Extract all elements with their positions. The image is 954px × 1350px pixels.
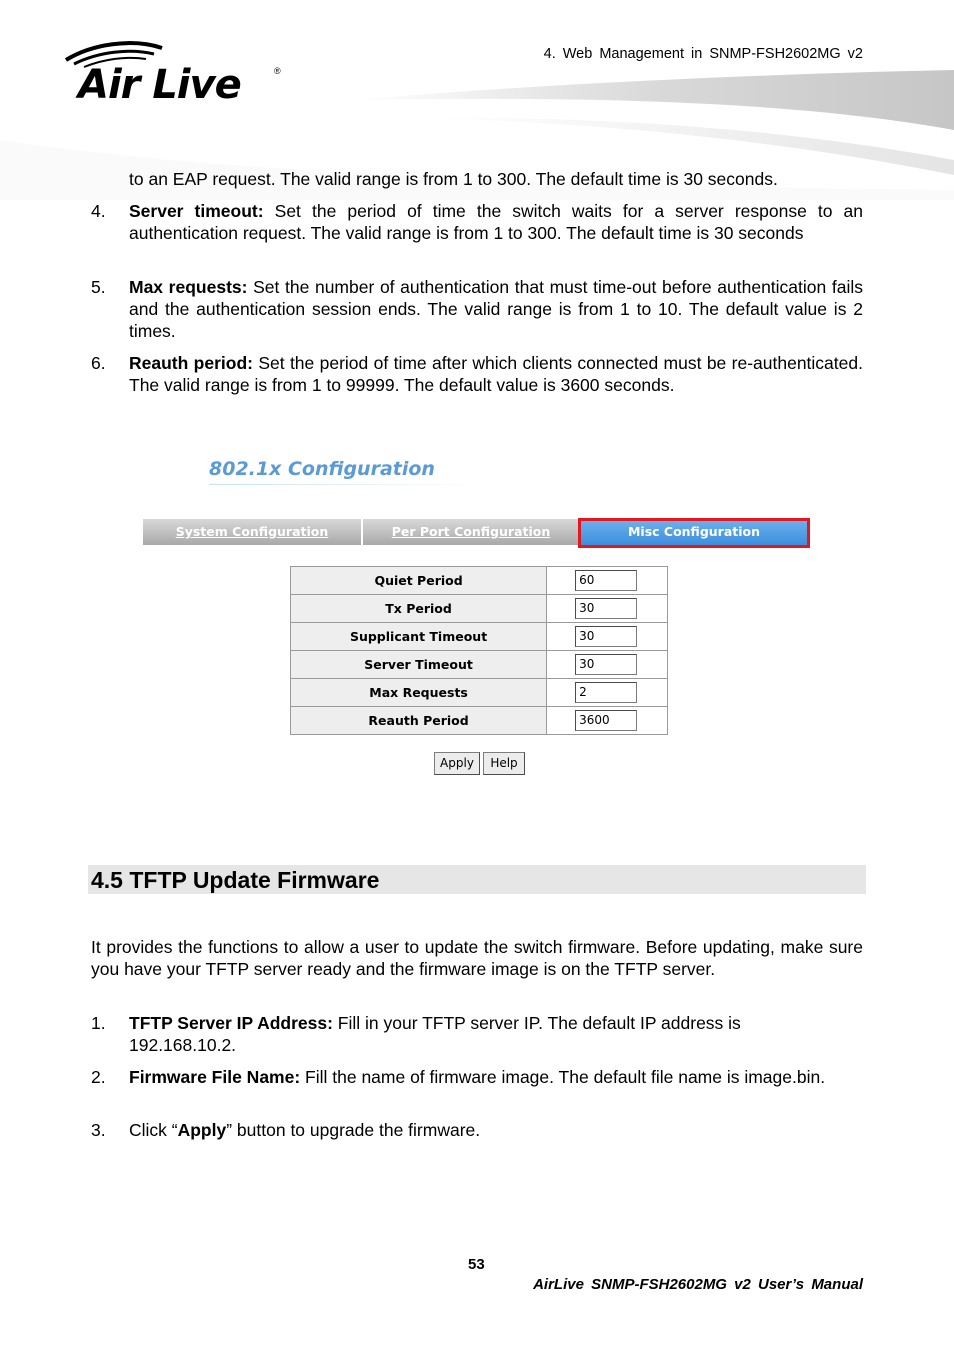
quiet-period-input[interactable]: 60	[575, 570, 637, 591]
section-title: 4.5 TFTP Update Firmware	[91, 867, 380, 893]
list-item-text: Set the number of authentication that must time-out before authentication fails and the authentication session ends. The valid range is from 1 to 10. The default value is 2 times.	[129, 277, 863, 341]
server-timeout-input[interactable]: 30	[575, 654, 637, 675]
help-button[interactable]: Help	[483, 752, 525, 775]
table-row	[291, 651, 668, 679]
list-item-term: Max requests:	[129, 277, 248, 297]
config-page-title: 802.1x Configuration	[209, 458, 435, 480]
page-number: 53	[468, 1256, 485, 1273]
list-item	[129, 1012, 829, 1056]
list-number: 3.	[91, 1120, 106, 1140]
field-label: Server Timeout	[291, 651, 547, 679]
chapter-header: 4. Web Management in SNMP-FSH2602MG v2	[543, 46, 863, 62]
tab-highlight-box	[578, 518, 810, 548]
list-item-text: Fill in your TFTP server IP. The default IP address is 192.168.10.2.	[129, 1013, 741, 1055]
field-label: Supplicant Timeout	[291, 623, 547, 651]
section-intro: It provides the functions to allow a user to update the switch firmware. Before updating, make sure you have your TFTP server ready and the firmware image is on the TFTP server.	[91, 937, 863, 979]
list-item-term: Server timeout:	[129, 201, 264, 221]
title-underline	[209, 484, 479, 485]
list-item-text: Fill the name of firmware image. The default file name is image.bin.	[300, 1067, 826, 1087]
logo-wordmark: Air Live	[78, 62, 241, 108]
tab-per-port-configuration[interactable]: Per Port Configuration	[363, 519, 579, 545]
list-number: 1.	[91, 1013, 106, 1033]
reauth-period-input[interactable]: 3600	[575, 710, 637, 731]
apply-button[interactable]: Apply	[434, 752, 480, 775]
misc-config-table	[290, 566, 668, 735]
airlive-logo	[62, 40, 292, 110]
field-label: Quiet Period	[291, 567, 547, 595]
list-item	[129, 200, 863, 244]
list-number: 2.	[91, 1067, 106, 1087]
list-item-term: Firmware File Name:	[129, 1067, 301, 1087]
table-row	[291, 679, 668, 707]
list-item	[129, 352, 863, 396]
tab-system-configuration[interactable]: System Configuration	[143, 519, 361, 545]
list-item-term: Apply	[177, 1120, 227, 1140]
list-item	[129, 1119, 863, 1141]
list-number: 6.	[91, 353, 106, 373]
table-row	[291, 707, 668, 735]
list-item	[129, 1066, 829, 1088]
list-item	[129, 276, 863, 342]
supplicant-timeout-input[interactable]: 30	[575, 626, 637, 647]
list-item-text: ” button to upgrade the firmware.	[226, 1120, 481, 1140]
list-item-text: Set the period of time after which clients connected must be re-authenticated. The valid range is from 1 to 99999. The default value is 3600 seconds.	[129, 353, 863, 395]
field-label: Max Requests	[291, 679, 547, 707]
field-label: Reauth Period	[291, 707, 547, 735]
field-label: Tx Period	[291, 595, 547, 623]
list-number: 4.	[91, 201, 106, 221]
table-row	[291, 595, 668, 623]
list-item-term: TFTP Server IP Address:	[129, 1013, 333, 1033]
table-row	[291, 623, 668, 651]
table-row	[291, 567, 668, 595]
tab-misc-configuration[interactable]: Misc Configuration	[581, 519, 807, 545]
list-number: 5.	[91, 277, 106, 297]
registered-mark: ®	[274, 66, 281, 76]
max-requests-input[interactable]: 2	[575, 682, 637, 703]
list-item-text: Set the period of time the switch waits for a server response to an authentication request. The valid range is from 1 to 300. The default time is 30 seconds	[129, 201, 863, 243]
tx-period-input[interactable]: 30	[575, 598, 637, 619]
intro-continuation: to an EAP request. The valid range is from 1 to 300. The default time is 30 seconds.	[129, 169, 778, 189]
footer-manual-title: AirLive SNMP-FSH2602MG v2 User’s Manual	[533, 1276, 863, 1293]
list-item-term: Reauth period:	[129, 353, 253, 373]
list-item-pre: Click “	[129, 1120, 178, 1140]
